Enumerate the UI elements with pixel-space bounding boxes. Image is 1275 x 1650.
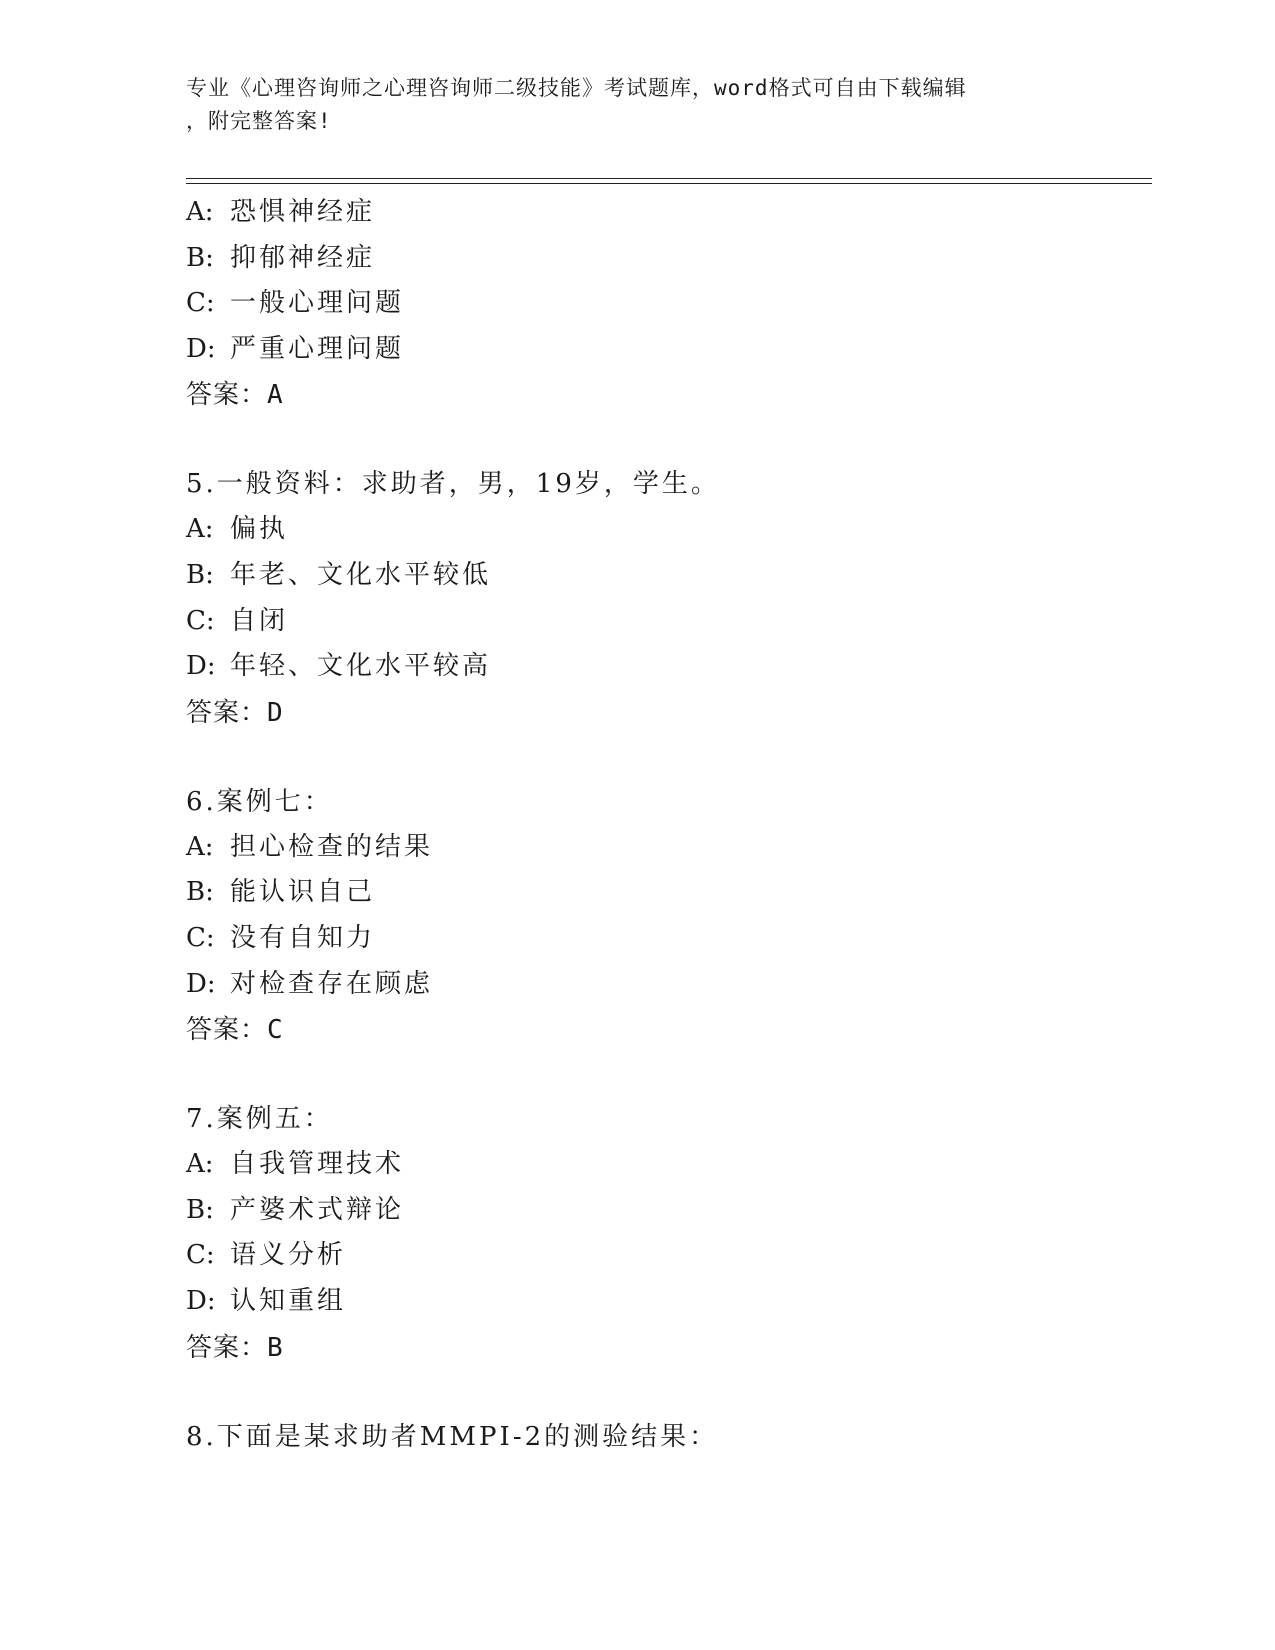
header-line-2: ，附完整答案! xyxy=(186,109,332,133)
answer-option xyxy=(186,1142,1146,1188)
document-header xyxy=(186,72,1066,138)
option-text: 没有自知力 xyxy=(230,922,376,953)
option-letter: B: xyxy=(186,559,214,590)
option-text: 抑郁神经症 xyxy=(230,242,376,273)
option-letter: C: xyxy=(186,1240,215,1271)
option-letter: A: xyxy=(186,831,214,862)
question-text: 6.案例七： xyxy=(186,786,333,817)
answer-option xyxy=(186,327,1146,373)
option-letter: A: xyxy=(186,514,214,545)
block-spacer xyxy=(186,418,1146,462)
option-text: 语义分析 xyxy=(230,1240,347,1271)
question-block xyxy=(186,190,1146,462)
answer-option xyxy=(186,1279,1146,1325)
option-letter: C: xyxy=(186,288,215,319)
answer-option xyxy=(186,644,1146,690)
option-text: 偏执 xyxy=(230,514,289,545)
question-text: 8.下面是某求助者MMPI-2的测验结果： xyxy=(186,1421,719,1452)
answer-key: 答案：D xyxy=(186,697,284,728)
header-divider-bottom xyxy=(186,183,1152,184)
question-text: 5.一般资料：求助者，男，19岁，学生。 xyxy=(186,469,720,500)
answer-option xyxy=(186,916,1146,962)
option-letter: D: xyxy=(186,1285,216,1316)
answer-option xyxy=(186,599,1146,645)
answer-option xyxy=(186,1233,1146,1279)
option-text: 担心检查的结果 xyxy=(230,831,434,862)
option-text: 严重心理问题 xyxy=(230,333,405,364)
option-letter: B: xyxy=(186,877,214,908)
answer-option xyxy=(186,507,1146,553)
option-letter: D: xyxy=(186,968,216,999)
question-list xyxy=(186,190,1146,1460)
option-text: 恐惧神经症 xyxy=(230,197,376,227)
block-spacer xyxy=(186,1371,1146,1415)
option-text: 年老、文化水平较低 xyxy=(230,559,492,590)
option-letter: C: xyxy=(186,922,215,953)
option-text: 产婆术式辩论 xyxy=(230,1194,405,1225)
answer-key: 答案：C xyxy=(186,1015,284,1046)
option-text: 对检查存在顾虑 xyxy=(230,968,434,999)
question-block xyxy=(186,462,1146,779)
answer-option xyxy=(186,825,1146,871)
answer-key: 答案：B xyxy=(186,1332,284,1363)
option-letter: C: xyxy=(186,605,215,636)
question-text: 7.案例五： xyxy=(186,1104,333,1135)
answer-key: 答案：A xyxy=(186,380,284,411)
block-spacer xyxy=(186,1053,1146,1097)
answer-option xyxy=(186,962,1146,1008)
answer-option xyxy=(186,553,1146,599)
option-letter: B: xyxy=(186,1194,214,1225)
question-block xyxy=(186,1097,1146,1414)
option-text: 能认识自己 xyxy=(230,877,376,908)
answer-option xyxy=(186,190,1146,236)
option-text: 一般心理问题 xyxy=(230,288,405,319)
answer-option xyxy=(186,281,1146,327)
header-line-1: 专业《心理咨询师之心理咨询师二级技能》考试题库，word格式可自由下载编辑 xyxy=(186,76,967,100)
question-block xyxy=(186,1415,1146,1460)
answer-option xyxy=(186,236,1146,282)
option-letter: A: xyxy=(186,1149,214,1180)
option-letter: B: xyxy=(186,242,214,273)
option-letter: D: xyxy=(186,651,216,682)
option-text: 自闭 xyxy=(230,605,289,636)
block-spacer xyxy=(186,736,1146,780)
answer-option xyxy=(186,870,1146,916)
option-text: 年轻、文化水平较高 xyxy=(230,651,492,682)
answer-option xyxy=(186,1188,1146,1234)
option-text: 自我管理技术 xyxy=(230,1149,405,1180)
option-letter: D: xyxy=(186,333,216,364)
question-block xyxy=(186,780,1146,1097)
header-divider-top xyxy=(186,178,1152,179)
option-letter: A: xyxy=(186,197,214,227)
option-text: 认知重组 xyxy=(230,1285,347,1316)
